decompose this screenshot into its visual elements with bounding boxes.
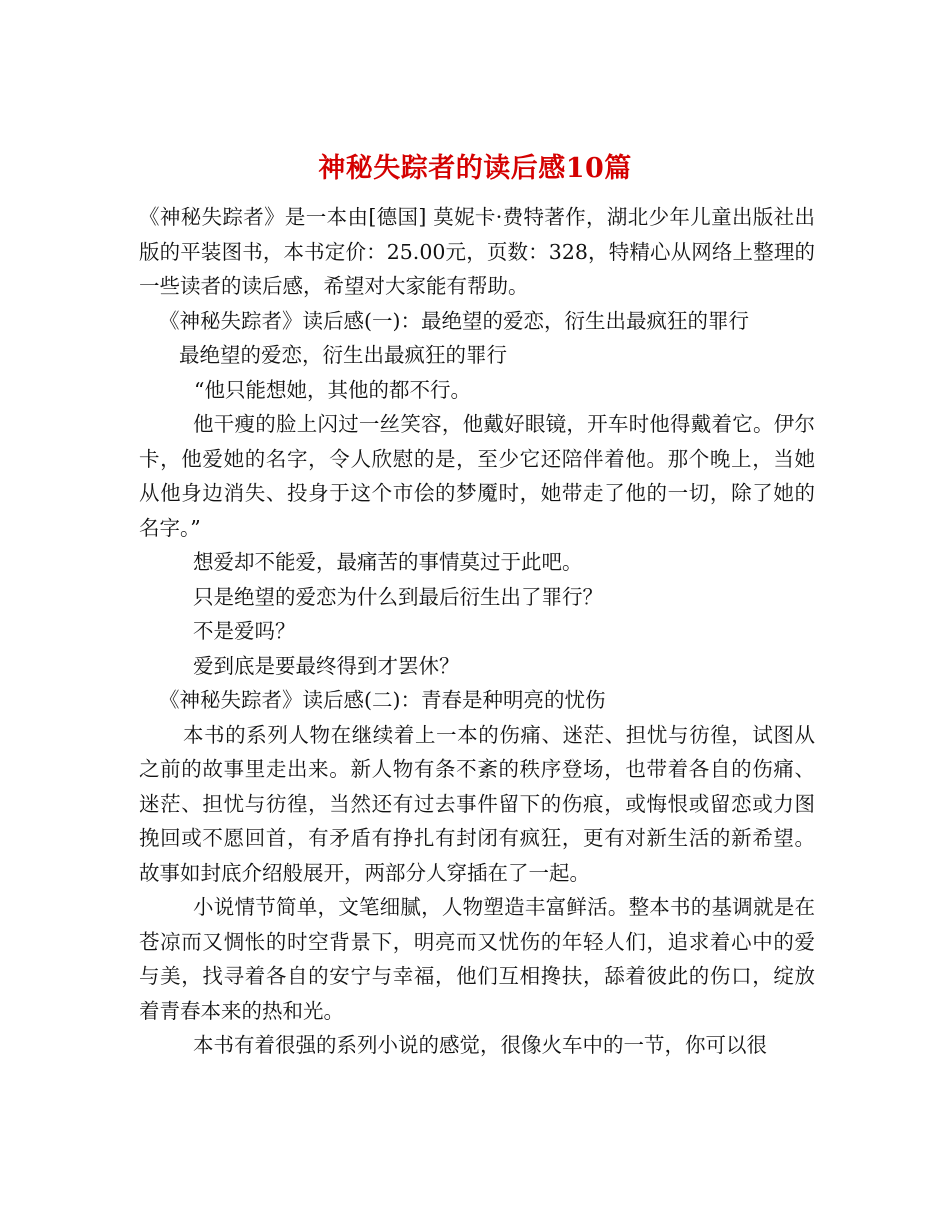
review-2-paragraph: 本书有着很强的系列小说的感觉，很像火车中的一节，你可以很	[193, 1033, 767, 1057]
review-2-paragraph: 本书的系列人物在继续着上一本的伤痛、迷茫、担忧与彷徨，试图从之前的故事里走出来。新人物有条不紊的秩序登场，也带着各自的伤痛、迷茫、担忧与彷徨，当然还有过去事件留下的伤痕，或悔恨或留恋或力图挽回或不愿回首，有矛盾有挣扎有封闭有疯狂，更有对新生活的新希望。故事如封底介绍般展开，两部分人穿插在了一起。	[139, 722, 815, 885]
review-1-subtitle: 最绝望的爱恋，衍生出最疯狂的罪行	[179, 343, 507, 367]
review-1-paragraph: “他只能想她，其他的都不行。	[194, 377, 471, 402]
review-2-heading: 《神秘失踪者》读后感(二)：青春是种明亮的忧伤	[159, 688, 606, 712]
intro-paragraph: 《神秘失踪者》是一本由[德国] 莫妮卡·费特著作，湖北少年儿童出版社出版的平装图书，本书定价：25.00元，页数：328，特精心从网络上整理的一些读者的读后感，希望对大家能有帮助。	[139, 205, 815, 298]
review-1-paragraph: 只是绝望的爱恋为什么到最后衍生出了罪行？	[193, 584, 603, 609]
document-title: 神秘失踪者的读后感10篇	[318, 153, 632, 185]
review-1-paragraph: 爱到底是要最终得到才罢休？	[193, 653, 460, 678]
review-1-heading: 《神秘失踪者》读后感(一)：最绝望的爱恋，衍生出最疯狂的罪行	[159, 308, 749, 333]
review-2-paragraph: 小说情节简单，文笔细腻，人物塑造丰富鲜活。整本书的基调就是在苍凉而又惆怅的时空背景下，明亮而又忧伤的年轻人们，追求着心中的爱与美，找寻着各自的安宁与幸福，他们互相搀扶，舔着彼此的伤口，绽放着青春本来的热和光。	[139, 895, 815, 1023]
document-body	[139, 200, 815, 1063]
review-1-paragraph: 想爱却不能爱，最痛苦的事情莫过于此吧。	[193, 550, 583, 574]
review-1-paragraph: 不是爱吗？	[193, 619, 296, 643]
review-1-paragraph: 他干瘦的脸上闪过一丝笑容，他戴好眼镜，开车时他得戴着它。伊尔卡，他爱她的名字，令人欣慰的是，至少它还陪伴着他。那个晚上，当她从他身边消失、投身于这个市侩的梦魇时，她带走了他的一切，除了她的名字。”	[139, 412, 815, 540]
